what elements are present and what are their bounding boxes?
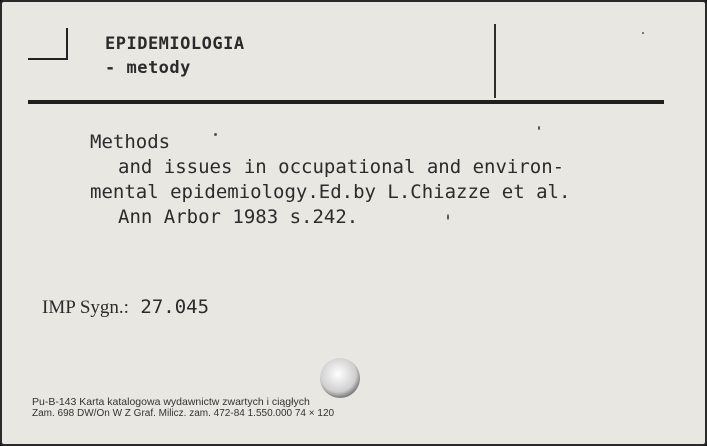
corner-bracket	[28, 28, 68, 60]
footer-line-1: Pu-B-143 Karta katalogowa wydawnictw zwartych i ciągłych	[32, 396, 310, 408]
call-number-value: 27.045	[140, 296, 210, 318]
bibliographic-entry	[90, 130, 570, 230]
call-number	[42, 296, 209, 319]
ink-speck	[538, 126, 540, 130]
entry-line: and issues in occupational and environ-	[118, 156, 565, 178]
subject-sub: - metody	[105, 58, 191, 78]
ink-speck	[447, 214, 449, 220]
entry-imprint: Ann Arbor 1983 s.242.	[118, 206, 359, 228]
subject-main: EPIDEMIOLOGIA	[105, 34, 245, 54]
subject-heading	[105, 32, 245, 80]
header-rule	[28, 100, 664, 104]
ink-speck	[642, 32, 644, 34]
punch-hole	[320, 358, 360, 398]
header-divider	[494, 24, 496, 98]
entry-title: Methods	[90, 131, 171, 153]
footer-line-2: Zam. 698 DW/On W Z Graf. Milicz. zam. 472-84 1.550.000 74 × 120	[32, 408, 335, 419]
entry-line: mental epidemiology.Ed.by L.Chiazze et al.	[90, 181, 571, 203]
ink-speck	[214, 133, 217, 136]
call-number-label: IMP Sygn.:	[42, 297, 129, 318]
printer-footer	[32, 396, 334, 420]
